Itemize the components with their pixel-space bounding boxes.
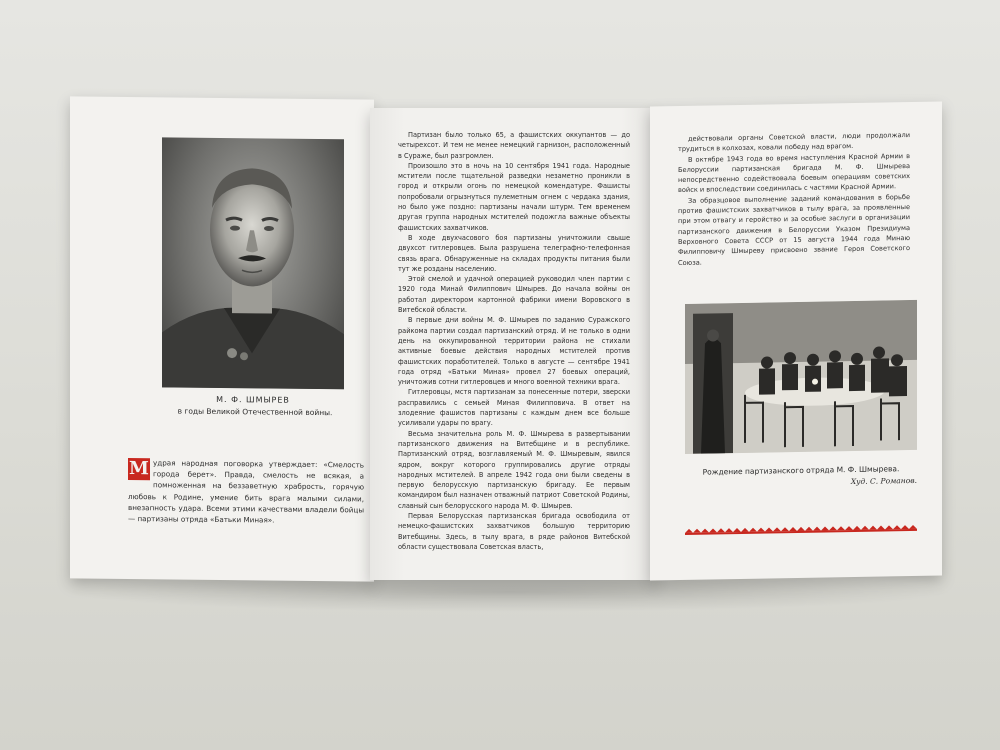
drop-cap-letter: М	[129, 458, 149, 480]
right-paragraph: В октябре 1943 года во время наступления Красной Армии в Белоруссии партизанская бригада М. Ф. Шмырева непосредственно содействовала боевым операциям советских войск и впоследствии соединилась с частями Красной Армии.	[678, 151, 910, 195]
decorative-ornament-band	[685, 524, 917, 536]
painting-illustration	[685, 300, 917, 454]
left-page	[70, 96, 374, 581]
intro-text: удрая народная поговорка утверждает: «Смелость города берет». Правда, смелость не всякая, а помноженная на беззаветную храбрость, горячую любовь к Родине, умение бить врага малыми силами, внезапность удара. Всеми этими качествами владели бойцы — партизаны отряда «Батьки Миная».	[128, 458, 364, 525]
portrait-photo	[162, 137, 344, 389]
middle-paragraph: Весьма значительна роль М. Ф. Шмырева в развертывании партизанского движения на Витебщине и в республике. Партизанский отряд, возглавляемый М. Ф. Шмыревым, явился ядром, вокруг которого группировались другие отряды народных мстителей. В апреле 1942 года они были сведены в первую белорусскую партизанскую бригаду. Ее первым командиром был назначен отважный патриот Советской Родины, славный сын белорусского народа М. Ф. Шмырев.	[398, 429, 630, 510]
right-paragraph: За образцовое выполнение заданий командования в борьбе против фашистских захватчиков в тылу врага, за проявленные при этом отвагу и геройство и за особые заслуги в организации партизанского движения в Белоруссии Указом Президиума Верховного Совета СССР от 15 августа 1944 года Минаю Филипповичу Шмыреву присвоено звание Героя Советского Союза.	[678, 192, 910, 267]
painting-caption: Рождение партизанского отряда М. Ф. Шмырева.	[702, 464, 900, 477]
middle-paragraph: Гитлеровцы, мстя партизанам за понесенные потери, зверски расправились с семьей Миная Филипповича. В ответ на злодеяние фашистов партизаны с каждым днем все больше усиливали удары по врагу.	[398, 388, 630, 428]
portrait-caption-name: М. Ф. ШМЫРЕВ	[216, 394, 290, 405]
right-page	[650, 101, 942, 580]
portrait-image	[162, 137, 344, 389]
intro-paragraph	[128, 457, 364, 527]
portrait-caption-subtitle: в годы Великой Отечественной войны.	[177, 406, 333, 418]
right-paragraph: действовали органы Советской власти, люди продолжали трудиться в колхозах, ковали победу над врагом.	[678, 131, 910, 154]
right-text-column	[678, 130, 910, 268]
middle-paragraph: В первые дни войны М. Ф. Шмырев по заданию Суражского райкома партии создал партизанский отряд. И не только в одни день на оккупированной территории района не стихали активные боевые действия народных мстителей против фашистских поработителей. Только в августе — сентябре 1941 года отряд «Батьки Миная» провел 27 боевых операций, уничтожив сотни гитлеровцев и много военной техники врага.	[398, 316, 630, 387]
middle-paragraph: Первая Белорусская партизанская бригада освободила от немецко-фашистских захватчиков большую территорию Витебщины. Здесь, в тылу врага, в ряде районов Витебской области существовала Советская власть,	[398, 511, 630, 551]
middle-paragraph: Партизан было только 65, а фашистских оккупантов — до четырехсот. И тем не менее немецкий гарнизон, расположенный в Сураже, был разгромлен.	[398, 131, 630, 160]
middle-paragraph: В ходе двухчасового боя партизаны уничтожили свыше двухсот гитлеровцев. Была разрушена телеграфно-телефонная связь врага. Обнаруженные на складах продукты питания были тут же розданы населению.	[398, 233, 630, 273]
painting-image	[685, 300, 917, 454]
middle-text-column	[398, 130, 630, 552]
middle-paragraph: Этой смелой и удачной операцией руководил член партии с 1920 года Минай Филиппович Шмырев. До начала войны он работал директором картонной фабрики имени Воровского в Витебской области.	[398, 275, 630, 315]
painting-credit: Худ. С. Романов.	[850, 475, 917, 487]
middle-page	[370, 108, 656, 580]
middle-paragraph: Произошло это в ночь на 10 сентября 1941 года. Народные мстители после тщательной разведки незаметно проникли в город и открыли огонь по немецкой комендатуре. Фашисты попробовали огрызнуться пулеметным огнем с чердака здания, но было уже поздно: партизаны начали штурм. Тем временем другая группа народных мстителей подожгла важные объекты фашистских захватчиков.	[398, 161, 630, 232]
